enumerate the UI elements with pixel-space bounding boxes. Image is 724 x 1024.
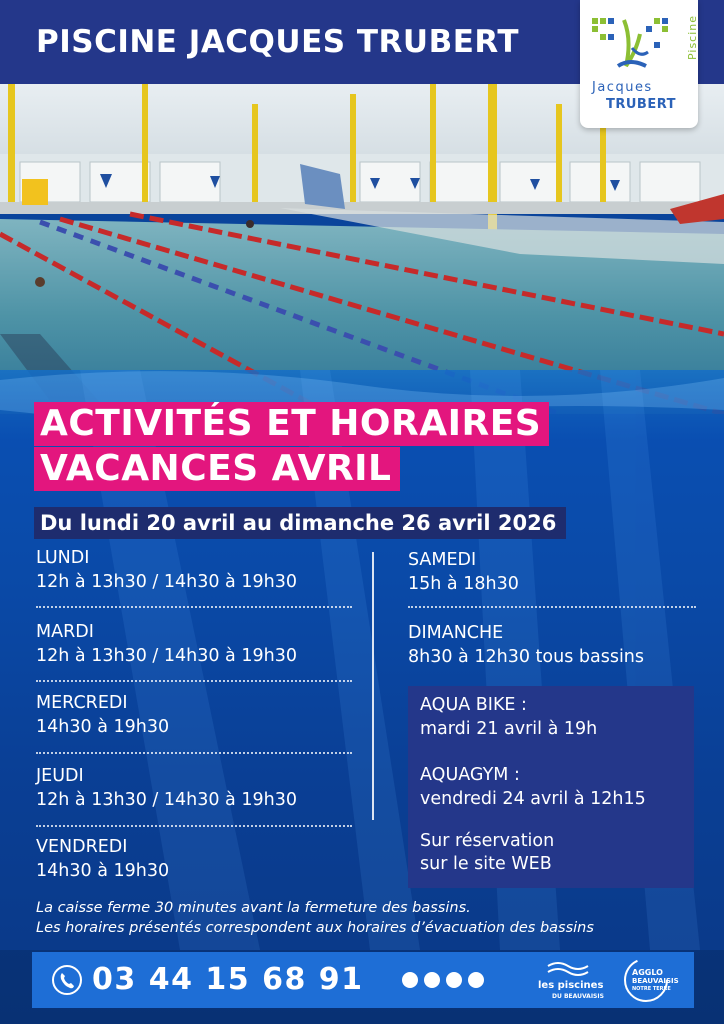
aquabike-title: AQUA BIKE : [420, 695, 527, 715]
tiktok-icon[interactable] [446, 972, 462, 988]
aquabike-when: mardi 21 avril à 19h [420, 719, 598, 739]
logo-text-trubert: TRUBERT [606, 97, 677, 112]
aquagym-when: vendredi 24 avril à 12h15 [420, 789, 646, 809]
dotted-separator [36, 680, 352, 682]
day-hours: 12h à 13h30 / 14h30 à 19h30 [36, 790, 297, 810]
day-label: SAMEDI [408, 550, 477, 570]
notes [36, 898, 594, 938]
footer-bar [32, 952, 694, 1008]
day-label: MARDI [36, 622, 94, 642]
day-hours: 15h à 18h30 [408, 574, 519, 594]
note-line-1: La caisse ferme 30 minutes avant la fermeture des bassins. [36, 900, 471, 916]
day-hours: 8h30 à 12h30 tous bassins [408, 647, 645, 667]
page-title: PISCINE JACQUES TRUBERT [36, 24, 519, 60]
column-divider [372, 552, 374, 820]
day-hours: 12h à 13h30 / 14h30 à 19h30 [36, 646, 297, 666]
day-hours: 12h à 13h30 / 14h30 à 19h30 [36, 572, 297, 592]
brand1-line2: DU BEAUVAISIS [552, 993, 604, 1000]
booking-line-1: Sur réservation [420, 831, 555, 851]
phone-icon [52, 965, 82, 995]
linkedin-icon[interactable] [468, 972, 484, 988]
dotted-separator [36, 825, 352, 827]
phone-number[interactable]: 03 44 15 68 91 [92, 962, 364, 997]
day-label: DIMANCHE [408, 623, 504, 643]
agglo-beauvaisis-logo [622, 956, 684, 1004]
instagram-icon[interactable] [402, 972, 418, 988]
day-hours: 14h30 à 19h30 [36, 861, 170, 881]
headline-line-2: VACANCES AVRIL [34, 447, 400, 491]
day-label: JEUDI [36, 766, 84, 786]
day-label: VENDREDI [36, 837, 128, 857]
brand2-line3: NOTRE TERRE [632, 986, 671, 992]
day-label: MERCREDI [36, 693, 128, 713]
booking-line-2: sur le site WEB [420, 854, 552, 874]
brand1-line1: les piscines [538, 980, 604, 991]
piscine-logo [580, 0, 698, 128]
brand2-line2: BEAUVAISIS [632, 977, 679, 985]
aquagym-title: AQUAGYM : [420, 765, 520, 785]
dotted-separator [36, 606, 352, 608]
date-range: Du lundi 20 avril au dimanche 26 avril 2026 [34, 507, 566, 539]
day-label: LUNDI [36, 548, 90, 568]
dotted-separator [408, 606, 696, 608]
facebook-icon[interactable] [424, 972, 440, 988]
headline-line-1: ACTIVITÉS ET HORAIRES [34, 402, 549, 446]
pool-photo [0, 84, 724, 414]
activities-box [408, 686, 694, 888]
note-line-2: Les horaires présentés correspondent aux horaires d’évacuation des bassins [36, 920, 594, 936]
logo-text-piscine: Piscine [686, 14, 699, 60]
brand2-line1: AGGLO [632, 968, 663, 977]
piscines-beauvaisis-logo [538, 960, 608, 1002]
logo-text-jacques: Jacques [592, 80, 653, 95]
day-hours: 14h30 à 19h30 [36, 717, 170, 737]
dotted-separator [36, 752, 352, 754]
